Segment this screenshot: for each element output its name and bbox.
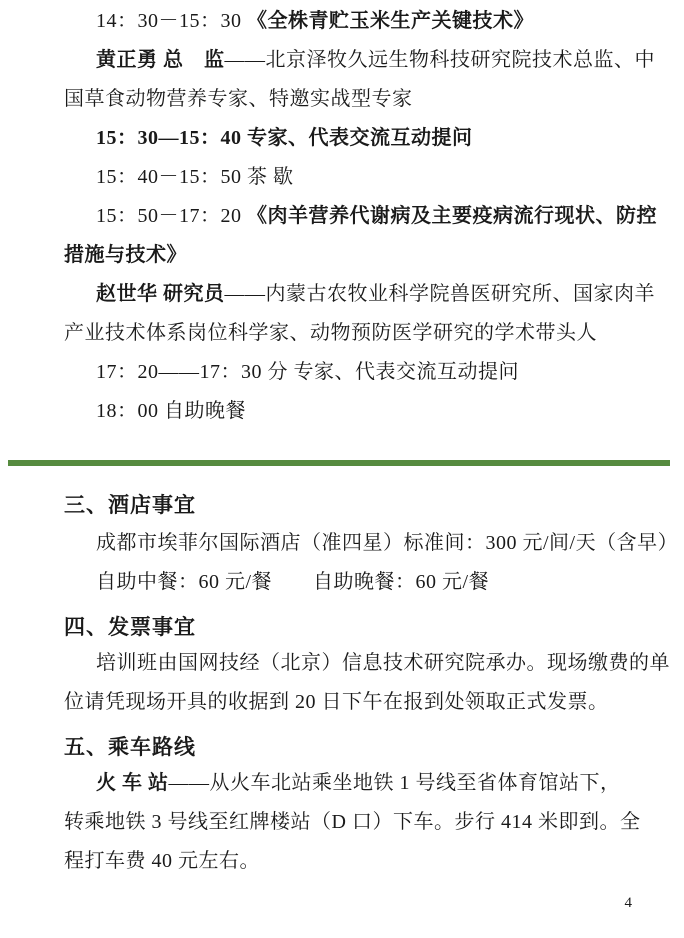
invoice-section-body xyxy=(64,644,668,722)
schedule-line-session2 xyxy=(64,197,668,236)
section-heading-route xyxy=(64,732,668,762)
schedule-line-session2-cont xyxy=(64,236,668,275)
schedule-line-dinner xyxy=(64,392,668,431)
schedule-line-qa2 xyxy=(64,353,668,392)
session2-title: 《肉羊营养代谢病及主要疫病流行现状、防控 xyxy=(247,205,657,227)
invoice-text-2: 位请凭现场开具的收据到 20 日下午在报到处领取正式发票。 xyxy=(64,691,609,713)
section-heading-invoice xyxy=(64,612,668,642)
route-text-1: ——从火车北站乘坐地铁 1 号线至省体育馆站下， xyxy=(168,772,621,794)
section-heading-hotel xyxy=(64,490,668,520)
route-line-1 xyxy=(64,764,668,803)
speaker1-desc-cont: 国草食动物营养专家、特邀实战型专家 xyxy=(64,88,413,110)
route-station-name: 火 车 站 xyxy=(96,772,169,794)
schedule-section xyxy=(0,0,684,431)
schedule-line-speaker1-cont xyxy=(64,80,668,119)
schedule-line-tea-break xyxy=(64,158,668,197)
qa1-text: 15：30—15：40 专家、代表交流互动提问 xyxy=(96,127,473,149)
invoice-text-1: 培训班由国网技经（北京）信息技术研究院承办。现场缴费的单 xyxy=(96,652,670,674)
hotel-room-text: 成都市埃菲尔国际酒店（准四星）标准间：300 元/间/天（含早） xyxy=(96,532,679,554)
speaker2-name: 赵世华 研究员 xyxy=(96,283,225,305)
invoice-heading-text: 四、发票事宜 xyxy=(64,615,196,639)
invoice-line-1 xyxy=(64,644,668,683)
speaker2-desc: ——内蒙古农牧业科学院兽医研究所、国家肉羊 xyxy=(224,283,655,305)
speaker1-name: 黄正勇 总 监 xyxy=(96,49,225,71)
dinner-text: 18：00 自助晚餐 xyxy=(96,400,246,422)
hotel-room-line xyxy=(64,524,679,563)
page-number: 4 xyxy=(624,895,632,911)
tea-break-text: 15：40－15：50 茶 歇 xyxy=(96,166,294,188)
route-heading-text: 五、乘车路线 xyxy=(64,735,196,759)
qa2-text: 17：20——17：30 分 专家、代表交流互动提问 xyxy=(96,361,519,383)
session1-time: 14：30－15：30 xyxy=(96,10,247,32)
info-sections xyxy=(0,466,684,881)
session2-time: 15：50－17：20 xyxy=(96,205,247,227)
route-line-2 xyxy=(64,803,668,842)
speaker2-desc-cont: 产业技术体系岗位科学家、动物预防医学研究的学术带头人 xyxy=(64,322,597,344)
route-text-2: 转乘地铁 3 号线至红牌楼站（D 口）下车。步行 414 米即到。全 xyxy=(64,811,641,833)
schedule-line-speaker2 xyxy=(64,275,668,314)
hotel-meal-text: 自助中餐：60 元/餐 自助晚餐：60 元/餐 xyxy=(96,571,490,593)
hotel-heading-text: 三、酒店事宜 xyxy=(64,493,196,517)
session1-title: 《全株青贮玉米生产关键技术》 xyxy=(247,10,534,32)
hotel-section-body xyxy=(64,524,679,602)
route-text-3: 程打车费 40 元左右。 xyxy=(64,850,260,872)
invoice-line-2 xyxy=(64,683,668,722)
schedule-line-speaker2-cont xyxy=(64,314,668,353)
hotel-meal-line xyxy=(64,563,668,602)
route-line-3 xyxy=(64,842,668,881)
speaker1-desc: ——北京泽牧久远生物科技研究院技术总监、中 xyxy=(224,49,655,71)
schedule-line-session1 xyxy=(64,2,668,41)
session2-title-cont: 措施与技术》 xyxy=(64,244,187,266)
schedule-line-speaker1 xyxy=(64,41,668,80)
schedule-line-qa1 xyxy=(64,119,668,158)
route-section-body xyxy=(64,764,668,881)
